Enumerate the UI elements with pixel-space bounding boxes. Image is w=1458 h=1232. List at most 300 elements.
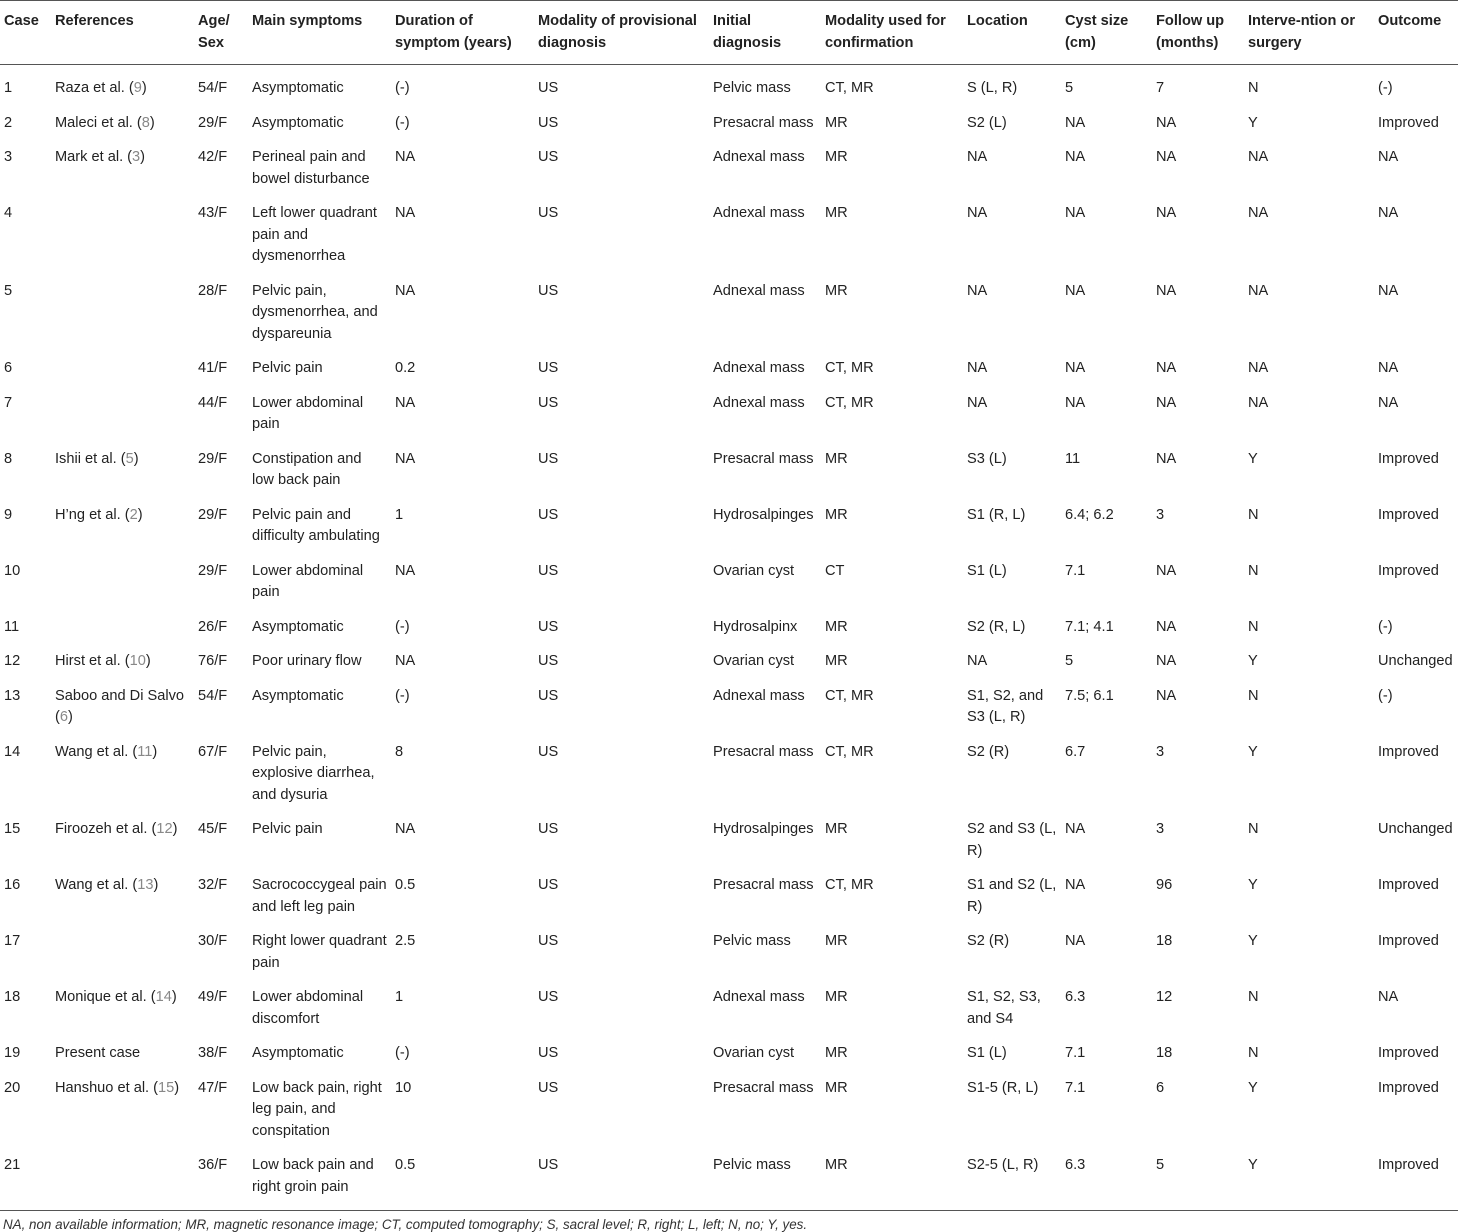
cell-initial-diagnosis: Presacral mass bbox=[713, 743, 814, 760]
cell-follow-up: NA bbox=[1156, 205, 1177, 221]
cell-cyst-size: 6.4; 6.2 bbox=[1065, 506, 1114, 523]
column-header: Interve-ntion or surgery bbox=[1248, 13, 1356, 51]
cell-main-symptoms: Low back pain and right groin pain bbox=[252, 1157, 374, 1195]
cell-cyst-size: 5 bbox=[1065, 653, 1074, 669]
cell-main-symptoms: Poor urinary flow bbox=[252, 653, 362, 669]
cell-follow-up: 7 bbox=[1156, 80, 1165, 96]
cell-case-number: 20 bbox=[4, 1079, 21, 1096]
cell-cyst-size: 5 bbox=[1065, 80, 1074, 96]
cell-case-number: 18 bbox=[4, 989, 21, 1005]
cell-main-symptoms: Sacrococcygeal pain and left leg pain bbox=[252, 877, 387, 915]
reference-close-paren: ) bbox=[145, 653, 151, 669]
reference-close-paren: ) bbox=[172, 821, 178, 837]
cell-location: S (L, R) bbox=[967, 80, 1018, 96]
cell-intervention: N bbox=[1248, 1045, 1259, 1061]
column-header: Follow up (months) bbox=[1156, 13, 1225, 51]
cell-duration: (-) bbox=[395, 114, 410, 131]
cell-confirmation-modality: CT bbox=[825, 562, 845, 579]
header-row bbox=[0, 1, 1458, 65]
cell-confirmation-modality: MR bbox=[825, 114, 848, 131]
cell-reference bbox=[51, 974, 194, 1030]
cell-confirmation-modality: MR bbox=[825, 1079, 848, 1096]
cell-outcome: NA bbox=[1378, 282, 1399, 299]
cell-duration: NA bbox=[395, 562, 416, 579]
reference-close-paren: ) bbox=[133, 450, 139, 467]
cell-provisional-modality: US bbox=[538, 282, 559, 299]
table-row bbox=[0, 974, 1458, 1030]
column-header: Age/ Sex bbox=[198, 13, 230, 51]
cell-intervention: Y bbox=[1248, 933, 1258, 949]
column-header: Modality of provisional diagnosis bbox=[538, 13, 697, 51]
cell-location: NA bbox=[967, 205, 988, 221]
cell-initial-diagnosis: Adnexal mass bbox=[713, 394, 805, 411]
cell-intervention: Y bbox=[1248, 653, 1258, 669]
cell-location: S1 (L) bbox=[967, 562, 1007, 579]
reference-text: Ishii et al. ( bbox=[55, 450, 126, 467]
cell-reference bbox=[51, 100, 194, 135]
cell-reference bbox=[51, 1142, 194, 1211]
cell-reference bbox=[51, 134, 194, 190]
cell-outcome: NA bbox=[1378, 989, 1399, 1005]
reference-close-paren: ) bbox=[171, 989, 177, 1005]
cell-location: S2 (R, L) bbox=[967, 618, 1026, 635]
cell-follow-up: 6 bbox=[1156, 1079, 1165, 1096]
column-header: Initial diagnosis bbox=[713, 13, 782, 51]
cell-main-symptoms: Perineal pain and bowel disturbance bbox=[252, 149, 370, 187]
cell-age-sex: 42/F bbox=[198, 149, 228, 165]
cell-confirmation-modality: MR bbox=[825, 506, 848, 523]
table-row bbox=[0, 436, 1458, 492]
column-header: Outcome bbox=[1378, 13, 1442, 29]
cell-intervention: N bbox=[1248, 687, 1259, 704]
table-row bbox=[0, 638, 1458, 673]
cell-provisional-modality: US bbox=[538, 1157, 559, 1173]
cell-outcome: NA bbox=[1378, 394, 1399, 411]
cell-initial-diagnosis: Presacral mass bbox=[713, 1079, 814, 1096]
cell-initial-diagnosis: Ovarian cyst bbox=[713, 1045, 795, 1061]
cell-provisional-modality: US bbox=[538, 743, 559, 760]
cell-confirmation-modality: CT, MR bbox=[825, 877, 874, 893]
cell-duration: NA bbox=[395, 450, 416, 467]
cell-confirmation-modality: CT, MR bbox=[825, 360, 874, 376]
column-header: Main symptoms bbox=[252, 13, 363, 29]
cell-reference bbox=[51, 918, 194, 974]
cell-case-number: 16 bbox=[4, 877, 21, 893]
reference-link[interactable]: 15 bbox=[158, 1079, 175, 1096]
cell-confirmation-modality: MR bbox=[825, 933, 848, 949]
cell-follow-up: NA bbox=[1156, 618, 1177, 635]
cell-provisional-modality: US bbox=[538, 360, 559, 376]
cell-main-symptoms: Right lower quadrant pain bbox=[252, 933, 387, 971]
cell-case-number: 14 bbox=[4, 743, 21, 760]
cell-main-symptoms: Constipation and low back pain bbox=[252, 450, 362, 488]
cell-intervention: NA bbox=[1248, 282, 1269, 299]
reference-link[interactable]: 12 bbox=[156, 821, 173, 837]
cell-provisional-modality: US bbox=[538, 989, 559, 1005]
cell-cyst-size: 7.5; 6.1 bbox=[1065, 687, 1114, 704]
reference-text: Maleci et al. ( bbox=[55, 114, 142, 131]
cell-provisional-modality: US bbox=[538, 618, 559, 635]
cell-age-sex: 45/F bbox=[198, 821, 228, 837]
cell-main-symptoms: Asymptomatic bbox=[252, 687, 344, 704]
cell-follow-up: 3 bbox=[1156, 743, 1165, 760]
reference-link[interactable]: 5 bbox=[125, 450, 134, 467]
cell-case-number: 7 bbox=[4, 394, 13, 411]
cell-outcome: (-) bbox=[1378, 687, 1393, 704]
table-row bbox=[0, 673, 1458, 729]
cell-location: S1 (R, L) bbox=[967, 506, 1026, 523]
cell-case-number: 11 bbox=[4, 618, 20, 635]
cell-reference bbox=[51, 548, 194, 604]
table-row bbox=[0, 380, 1458, 436]
cell-outcome: Improved bbox=[1378, 506, 1439, 523]
reference-text: Present case bbox=[55, 1045, 141, 1061]
cell-intervention: NA bbox=[1248, 360, 1269, 376]
reference-link[interactable]: 14 bbox=[155, 989, 172, 1005]
cell-location: NA bbox=[967, 360, 988, 376]
column-header: Cyst size (cm) bbox=[1065, 13, 1129, 51]
cell-location: S1, S2, and S3 (L, R) bbox=[967, 687, 1044, 725]
cell-intervention: Y bbox=[1248, 743, 1258, 760]
cell-age-sex: 44/F bbox=[198, 394, 228, 411]
cell-main-symptoms: Lower abdominal pain bbox=[252, 562, 364, 600]
cell-intervention: Y bbox=[1248, 450, 1258, 467]
cell-cyst-size: 11 bbox=[1065, 450, 1081, 467]
cell-cyst-size: NA bbox=[1065, 114, 1086, 131]
reference-link[interactable]: 3 bbox=[132, 149, 141, 165]
cell-provisional-modality: US bbox=[538, 205, 559, 221]
cell-confirmation-modality: MR bbox=[825, 1157, 848, 1173]
cell-confirmation-modality: MR bbox=[825, 1045, 848, 1061]
table-row bbox=[0, 492, 1458, 548]
cell-duration: 8 bbox=[395, 743, 404, 760]
cell-case-number: 2 bbox=[4, 114, 13, 131]
reference-close-paren: ) bbox=[174, 1079, 180, 1096]
table-row bbox=[0, 100, 1458, 135]
cell-initial-diagnosis: Adnexal mass bbox=[713, 282, 805, 299]
cell-provisional-modality: US bbox=[538, 450, 559, 467]
cell-age-sex: 29/F bbox=[198, 562, 228, 579]
reference-close-paren: ) bbox=[140, 149, 146, 165]
cell-outcome: Improved bbox=[1378, 114, 1439, 131]
cell-reference bbox=[51, 436, 194, 492]
cell-initial-diagnosis: Adnexal mass bbox=[713, 989, 805, 1005]
cell-cyst-size: 7.1 bbox=[1065, 1045, 1086, 1061]
table-row bbox=[0, 918, 1458, 974]
reference-close-paren: ) bbox=[153, 877, 159, 893]
cell-main-symptoms: Pelvic pain bbox=[252, 821, 323, 837]
cell-duration: 2.5 bbox=[395, 933, 416, 949]
cell-main-symptoms: Pelvic pain, explosive diarrhea, and dysuria bbox=[252, 743, 375, 803]
cell-cyst-size: 6.7 bbox=[1065, 743, 1086, 760]
cell-duration: (-) bbox=[395, 80, 410, 96]
cell-outcome: Improved bbox=[1378, 933, 1439, 949]
cell-reference bbox=[51, 604, 194, 639]
cell-location: NA bbox=[967, 394, 988, 411]
cell-main-symptoms: Lower abdominal pain bbox=[252, 394, 364, 432]
cell-location: S2 and S3 (L, R) bbox=[967, 821, 1057, 859]
cell-outcome: (-) bbox=[1378, 618, 1393, 635]
cell-initial-diagnosis: Ovarian cyst bbox=[713, 562, 795, 579]
cell-follow-up: 12 bbox=[1156, 989, 1173, 1005]
cell-location: S2 (R) bbox=[967, 933, 1010, 949]
cell-outcome: Improved bbox=[1378, 743, 1439, 760]
cell-location: S1-5 (R, L) bbox=[967, 1079, 1039, 1096]
cell-follow-up: 3 bbox=[1156, 821, 1165, 837]
reference-text: Firoozeh et al. ( bbox=[55, 821, 157, 837]
table-header bbox=[0, 1, 1458, 65]
cell-location: NA bbox=[967, 149, 988, 165]
reference-close-paren: ) bbox=[149, 114, 155, 131]
cell-reference bbox=[51, 862, 194, 918]
reference-text: Hanshuo et al. ( bbox=[55, 1079, 159, 1096]
cell-outcome: Improved bbox=[1378, 450, 1439, 467]
cell-provisional-modality: US bbox=[538, 394, 559, 411]
table-row bbox=[0, 729, 1458, 807]
cell-confirmation-modality: MR bbox=[825, 450, 848, 467]
cell-provisional-modality: US bbox=[538, 653, 559, 669]
cell-follow-up: NA bbox=[1156, 114, 1177, 131]
cell-age-sex: 54/F bbox=[198, 80, 228, 96]
cell-initial-diagnosis: Hydrosalpinx bbox=[713, 618, 798, 635]
cell-main-symptoms: Left lower quadrant pain and dysmenorrhea bbox=[252, 205, 377, 264]
cell-intervention: N bbox=[1248, 506, 1259, 523]
cell-follow-up: 5 bbox=[1156, 1157, 1165, 1173]
cell-reference bbox=[51, 65, 194, 100]
cell-intervention: Y bbox=[1248, 1157, 1258, 1173]
column-header: References bbox=[55, 13, 134, 29]
cell-location: S1 and S2 (L, R) bbox=[967, 877, 1057, 915]
cell-age-sex: 36/F bbox=[198, 1157, 228, 1173]
cell-provisional-modality: US bbox=[538, 1045, 559, 1061]
cell-follow-up: NA bbox=[1156, 282, 1177, 299]
cell-intervention: N bbox=[1248, 618, 1259, 635]
cell-cyst-size: NA bbox=[1065, 282, 1086, 299]
cell-duration: NA bbox=[395, 205, 416, 221]
cell-case-number: 10 bbox=[4, 562, 21, 579]
reference-link[interactable]: 2 bbox=[129, 506, 138, 523]
cell-age-sex: 29/F bbox=[198, 506, 228, 523]
cell-provisional-modality: US bbox=[538, 114, 559, 131]
cell-provisional-modality: US bbox=[538, 821, 559, 837]
cell-location: NA bbox=[967, 653, 988, 669]
cell-age-sex: 47/F bbox=[198, 1079, 228, 1096]
reference-text: Raza et al. ( bbox=[55, 80, 134, 96]
table-row bbox=[0, 268, 1458, 346]
cell-intervention: N bbox=[1248, 821, 1259, 837]
table-row bbox=[0, 604, 1458, 639]
cell-cyst-size: 6.3 bbox=[1065, 1157, 1086, 1173]
cell-follow-up: 3 bbox=[1156, 506, 1165, 523]
cell-reference bbox=[51, 1030, 194, 1065]
cell-case-number: 1 bbox=[4, 80, 13, 96]
cell-main-symptoms: Asymptomatic bbox=[252, 80, 344, 96]
cell-outcome: Improved bbox=[1378, 1079, 1439, 1096]
cell-case-number: 9 bbox=[4, 506, 13, 523]
cell-reference bbox=[51, 673, 194, 729]
cell-provisional-modality: US bbox=[538, 562, 559, 579]
cell-cyst-size: 7.1 bbox=[1065, 1079, 1086, 1096]
cell-duration: 10 bbox=[395, 1079, 412, 1096]
reference-link[interactable]: 13 bbox=[137, 877, 154, 893]
cell-confirmation-modality: MR bbox=[825, 282, 848, 299]
cell-main-symptoms: Pelvic pain bbox=[252, 360, 323, 376]
cell-provisional-modality: US bbox=[538, 149, 559, 165]
cell-initial-diagnosis: Presacral mass bbox=[713, 114, 814, 131]
cell-age-sex: 30/F bbox=[198, 933, 228, 949]
cell-follow-up: NA bbox=[1156, 562, 1177, 579]
reference-close-paren: ) bbox=[68, 709, 73, 725]
cell-cyst-size: 7.1; 4.1 bbox=[1065, 618, 1114, 635]
cell-age-sex: 28/F bbox=[198, 282, 228, 299]
cell-outcome: NA bbox=[1378, 205, 1399, 221]
cell-initial-diagnosis: Adnexal mass bbox=[713, 360, 805, 376]
cell-case-number: 3 bbox=[4, 149, 13, 165]
cell-age-sex: 41/F bbox=[198, 360, 228, 376]
table-row bbox=[0, 1142, 1458, 1211]
reference-link[interactable]: 10 bbox=[129, 653, 146, 669]
column-header: Case bbox=[4, 13, 39, 29]
cell-case-number: 13 bbox=[4, 687, 21, 704]
cell-age-sex: 67/F bbox=[198, 743, 228, 760]
cell-outcome: (-) bbox=[1378, 80, 1393, 96]
cell-follow-up: NA bbox=[1156, 450, 1177, 467]
table-row bbox=[0, 806, 1458, 862]
cell-outcome: Improved bbox=[1378, 1157, 1439, 1173]
cell-main-symptoms: Low back pain, right leg pain, and conspitation bbox=[252, 1079, 382, 1139]
cell-main-symptoms: Lower abdominal discomfort bbox=[252, 989, 364, 1027]
cell-follow-up: NA bbox=[1156, 394, 1177, 411]
cell-age-sex: 29/F bbox=[198, 450, 228, 467]
cell-outcome: Unchanged bbox=[1378, 653, 1453, 669]
cell-duration: NA bbox=[395, 653, 416, 669]
cell-case-number: 4 bbox=[4, 205, 13, 221]
reference-link[interactable]: 9 bbox=[133, 80, 142, 96]
cell-cyst-size: NA bbox=[1065, 821, 1086, 837]
cell-reference bbox=[51, 190, 194, 268]
cell-reference bbox=[51, 1065, 194, 1143]
cell-age-sex: 76/F bbox=[198, 653, 228, 669]
cell-duration: 0.5 bbox=[395, 1157, 416, 1173]
cell-age-sex: 54/F bbox=[198, 687, 228, 704]
reference-text: Monique et al. ( bbox=[55, 989, 156, 1005]
cell-outcome: Unchanged bbox=[1378, 821, 1453, 837]
cell-confirmation-modality: CT, MR bbox=[825, 394, 874, 411]
cell-case-number: 5 bbox=[4, 282, 13, 299]
cell-main-symptoms: Pelvic pain and difficulty ambulating bbox=[252, 506, 380, 544]
cell-main-symptoms: Asymptomatic bbox=[252, 1045, 344, 1061]
cell-confirmation-modality: CT, MR bbox=[825, 80, 874, 96]
cell-intervention: NA bbox=[1248, 205, 1269, 221]
cell-duration: 1 bbox=[395, 989, 404, 1005]
table-body bbox=[0, 65, 1458, 1211]
cell-follow-up: 96 bbox=[1156, 877, 1173, 893]
cell-initial-diagnosis: Pelvic mass bbox=[713, 1157, 791, 1173]
cell-outcome: NA bbox=[1378, 360, 1399, 376]
table-row bbox=[0, 862, 1458, 918]
cell-reference bbox=[51, 729, 194, 807]
cell-initial-diagnosis: Adnexal mass bbox=[713, 149, 805, 165]
cell-age-sex: 49/F bbox=[198, 989, 228, 1005]
cell-provisional-modality: US bbox=[538, 933, 559, 949]
cell-provisional-modality: US bbox=[538, 506, 559, 523]
cell-location: S2 (L) bbox=[967, 114, 1007, 131]
reference-close-paren: ) bbox=[152, 743, 158, 760]
cell-duration: NA bbox=[395, 394, 416, 411]
cell-case-number: 12 bbox=[4, 653, 21, 669]
cell-cyst-size: 6.3 bbox=[1065, 989, 1086, 1005]
cell-follow-up: NA bbox=[1156, 360, 1177, 376]
cell-case-number: 15 bbox=[4, 821, 21, 837]
table-row bbox=[0, 134, 1458, 190]
cell-intervention: NA bbox=[1248, 394, 1269, 411]
cell-intervention: N bbox=[1248, 80, 1259, 96]
cell-duration: (-) bbox=[395, 687, 410, 704]
cell-cyst-size: NA bbox=[1065, 149, 1086, 165]
cell-main-symptoms: Asymptomatic bbox=[252, 618, 344, 635]
cell-initial-diagnosis: Presacral mass bbox=[713, 450, 814, 467]
cell-outcome: Improved bbox=[1378, 877, 1439, 893]
cell-follow-up: 18 bbox=[1156, 1045, 1173, 1061]
cell-initial-diagnosis: Hydrosalpinges bbox=[713, 506, 814, 523]
cell-initial-diagnosis: Presacral mass bbox=[713, 877, 814, 893]
cell-follow-up: NA bbox=[1156, 687, 1177, 704]
cell-location: S1, S2, S3, and S4 bbox=[967, 989, 1041, 1027]
cell-cyst-size: NA bbox=[1065, 360, 1086, 376]
cell-reference bbox=[51, 268, 194, 346]
cell-reference bbox=[51, 380, 194, 436]
cell-reference bbox=[51, 638, 194, 673]
cell-confirmation-modality: CT, MR bbox=[825, 743, 874, 760]
cell-confirmation-modality: CT, MR bbox=[825, 687, 874, 704]
cell-duration: 0.5 bbox=[395, 877, 416, 893]
cell-provisional-modality: US bbox=[538, 80, 559, 96]
cell-age-sex: 29/F bbox=[198, 114, 228, 131]
cell-provisional-modality: US bbox=[538, 877, 559, 893]
reference-text: Hirst et al. ( bbox=[55, 653, 130, 669]
reference-link[interactable]: 6 bbox=[59, 709, 68, 725]
reference-link[interactable]: 8 bbox=[141, 114, 150, 131]
cell-reference bbox=[51, 806, 194, 862]
table-row bbox=[0, 190, 1458, 268]
cell-duration: 0.2 bbox=[395, 360, 416, 376]
cell-confirmation-modality: MR bbox=[825, 653, 848, 669]
cell-location: S2-5 (L, R) bbox=[967, 1157, 1039, 1173]
cell-intervention: N bbox=[1248, 562, 1259, 579]
cell-confirmation-modality: MR bbox=[825, 618, 848, 635]
cell-confirmation-modality: MR bbox=[825, 989, 848, 1005]
cell-follow-up: 18 bbox=[1156, 933, 1173, 949]
cell-case-number: 6 bbox=[4, 360, 13, 376]
cell-confirmation-modality: MR bbox=[825, 205, 848, 221]
cell-intervention: N bbox=[1248, 989, 1259, 1005]
reference-text: Mark et al. ( bbox=[55, 149, 133, 165]
cell-initial-diagnosis: Pelvic mass bbox=[713, 933, 791, 949]
reference-link[interactable]: 11 bbox=[137, 743, 153, 760]
cell-age-sex: 32/F bbox=[198, 877, 228, 893]
reference-text: Wang et al. ( bbox=[55, 743, 138, 760]
cell-confirmation-modality: MR bbox=[825, 821, 848, 837]
cell-initial-diagnosis: Pelvic mass bbox=[713, 80, 791, 96]
cell-intervention: NA bbox=[1248, 149, 1269, 165]
column-header: Modality used for confirmation bbox=[825, 13, 946, 51]
cell-case-number: 17 bbox=[4, 933, 21, 949]
table-row bbox=[0, 65, 1458, 100]
cell-initial-diagnosis: Ovarian cyst bbox=[713, 653, 795, 669]
cell-location: S2 (R) bbox=[967, 743, 1010, 760]
cell-cyst-size: NA bbox=[1065, 394, 1086, 411]
cell-intervention: Y bbox=[1248, 1079, 1258, 1096]
